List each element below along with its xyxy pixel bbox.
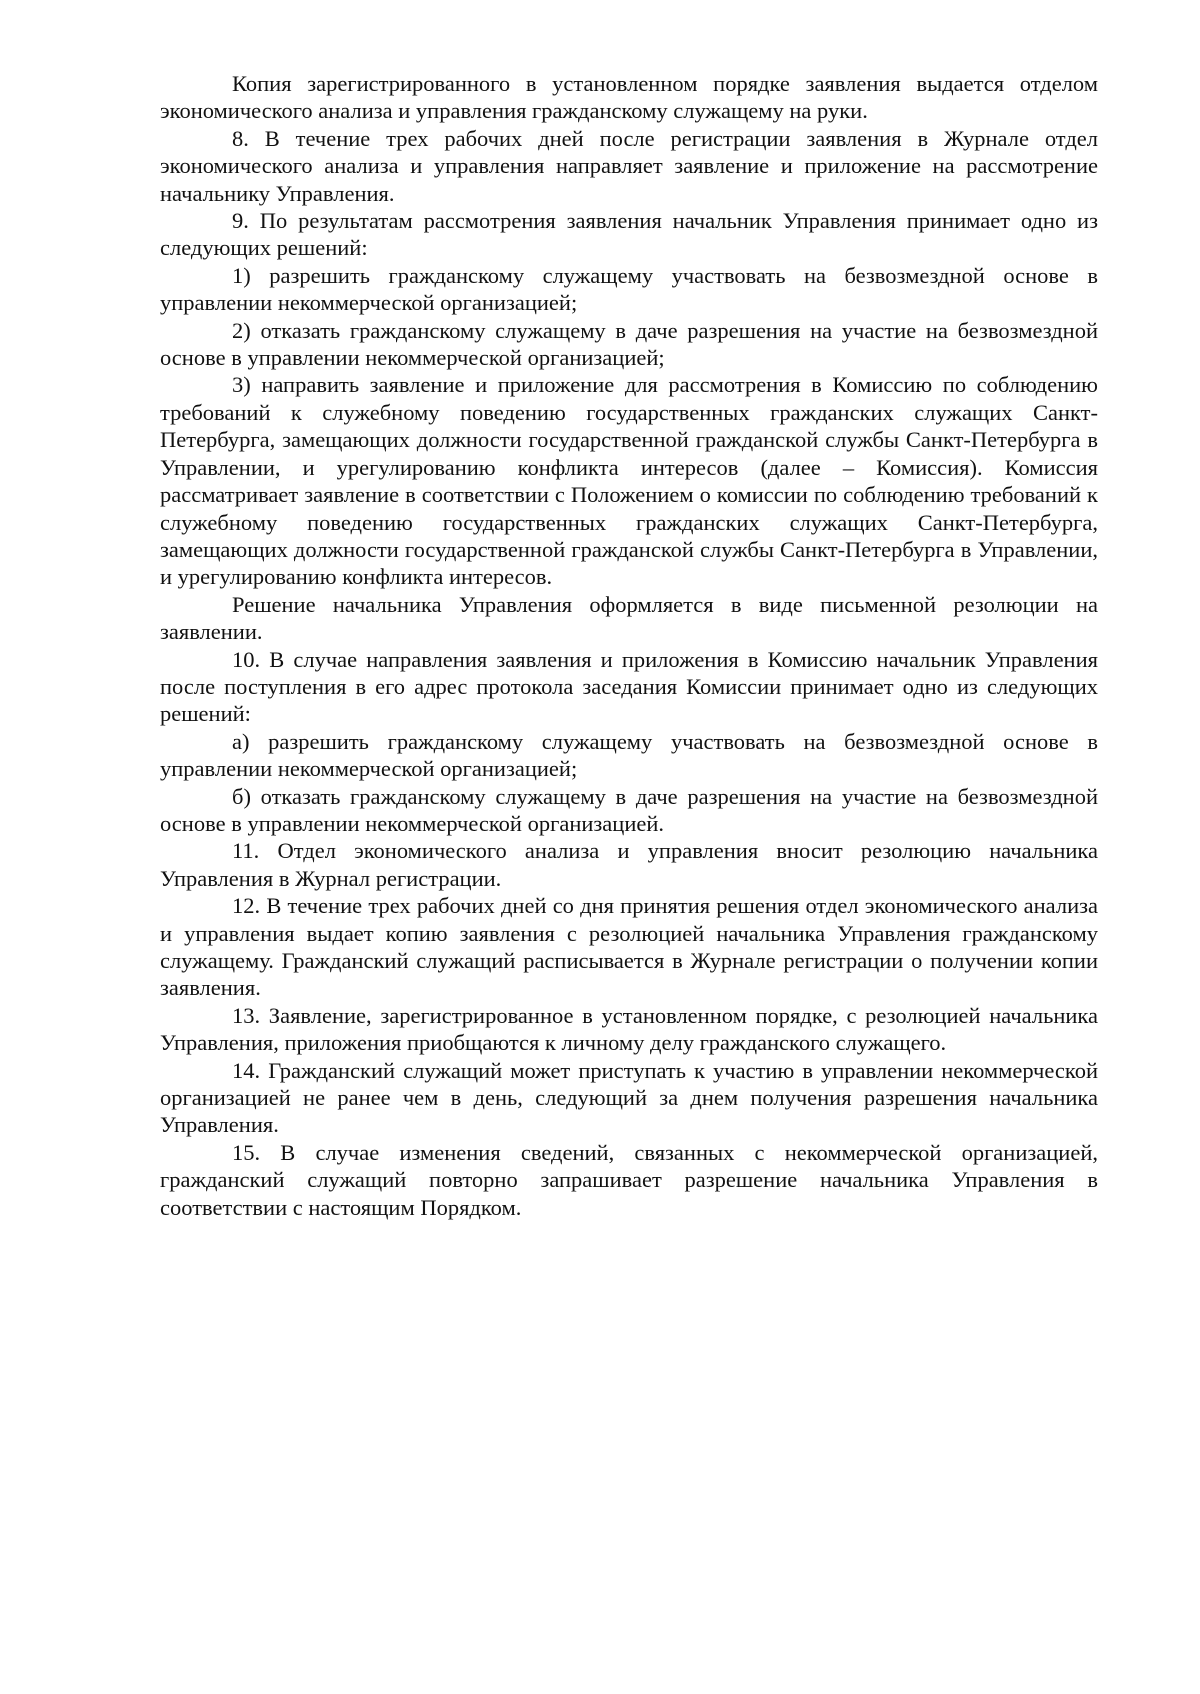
paragraph-13: 13. Заявление, зарегистрированное в установленном порядке, с резолюцией начальника Управления, приложения приобщаются к личному делу гражданского служащего. bbox=[160, 1002, 1098, 1056]
paragraph-10: 10. В случае направления заявления и приложения в Комиссию начальник Управления после поступления в его адрес протокола заседания Комиссии принимает одно из следующих решений: bbox=[160, 646, 1098, 727]
document-body bbox=[160, 70, 1098, 1221]
paragraph-12: 12. В течение трех рабочих дней со дня принятия решения отдел экономического анализа и управления выдает копию заявления с резолюцией начальника Управления гражданскому служащему. Гражданский служащий расписывается в Журнале регистрации о получении копии заявления. bbox=[160, 893, 1098, 1001]
paragraph-9-option-1: 1) разрешить гражданскому служащему участвовать на безвозмездной основе в управлении некоммерческой организацией; bbox=[160, 262, 1098, 316]
paragraph-10-option-a: а) разрешить гражданскому служащему участвовать на безвозмездной основе в управлении некоммерческой организацией; bbox=[160, 728, 1098, 782]
paragraph-14: 14. Гражданский служащий может приступать к участию в управлении некоммерческой организацией не ранее чем в день, следующий за днем получения разрешения начальника Управления. bbox=[160, 1057, 1098, 1138]
paragraph-resolution-form: Решение начальника Управления оформляется в виде письменной резолюции на заявлении. bbox=[160, 591, 1098, 645]
paragraph-9-option-2: 2) отказать гражданскому служащему в даче разрешения на участие на безвозмездной основе в управлении некоммерческой организацией; bbox=[160, 317, 1098, 371]
paragraph-9-option-3: 3) направить заявление и приложение для рассмотрения в Комиссию по соблюдению требований к служебному поведению государственных гражданских служащих Санкт-Петербурга, замещающих должности государственной гражданской службы Санкт-Петербурга в Управлении, и урегулированию конфликта интересов (далее – Комиссия). Комиссия рассматривает заявление в соответствии с Положением о комиссии по соблюдению требований к служебному поведению государственных гражданских служащих Санкт-Петербурга, замещающих должности государственной гражданской службы Санкт-Петербурга в Управлении, и урегулированию конфликта интересов. bbox=[160, 372, 1098, 590]
paragraph-10-option-b: б) отказать гражданскому служащему в даче разрешения на участие на безвозмездной основе в управлении некоммерческой организацией. bbox=[160, 783, 1098, 836]
paragraph-8: 8. В течение трех рабочих дней после регистрации заявления в Журнале отдел экономического анализа и управления направляет заявление и приложение на рассмотрение начальнику Управления. bbox=[160, 125, 1098, 206]
paragraph-copy-issuance: Копия зарегистрированного в установленном порядке заявления выдается отделом экономического анализа и управления гражданскому служащему на руки. bbox=[160, 71, 1098, 124]
paragraph-15: 15. В случае изменения сведений, связанных с некоммерческой организацией, гражданский служащий повторно запрашивает разрешение начальника Управления в соответствии с настоящим Порядком. bbox=[160, 1139, 1098, 1220]
paragraph-9: 9. По результатам рассмотрения заявления начальник Управления принимает одно из следующих решений: bbox=[160, 208, 1098, 261]
paragraph-11: 11. Отдел экономического анализа и управления вносит резолюцию начальника Управления в Журнал регистрации. bbox=[160, 838, 1098, 891]
